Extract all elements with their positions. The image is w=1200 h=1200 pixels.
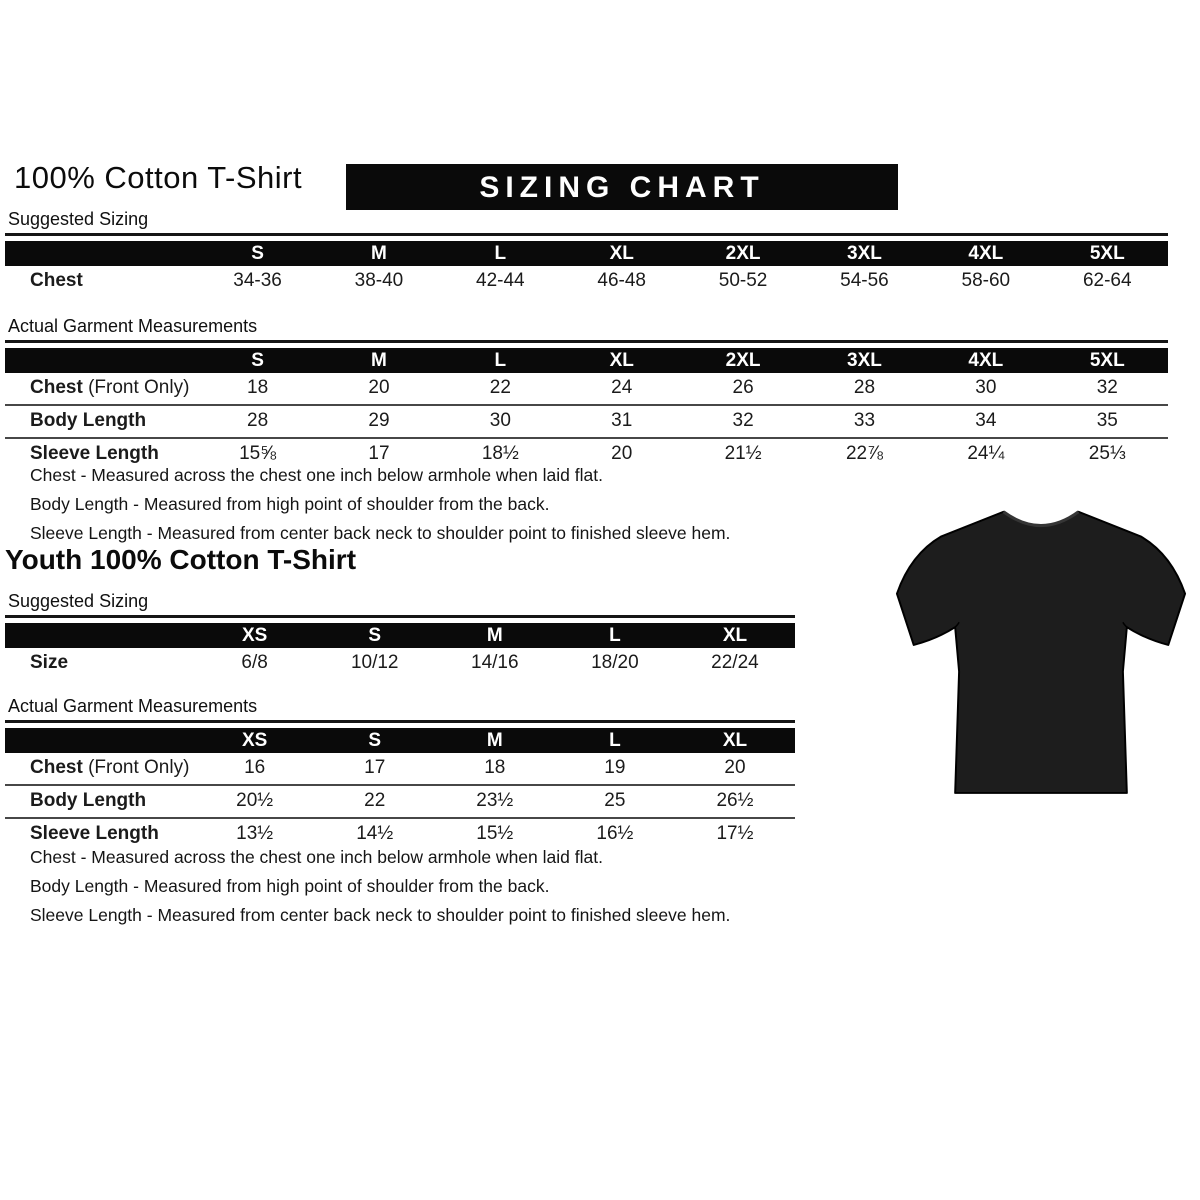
measurement-value: 21½: [682, 438, 803, 470]
row-label: Body Length: [5, 405, 197, 438]
size-column-header: XL: [561, 348, 682, 373]
measurement-value: 34: [925, 405, 1046, 438]
size-column-header: S: [315, 623, 435, 648]
measurement-value: 20½: [195, 785, 315, 818]
size-column-header: M: [318, 241, 439, 266]
youth-section-title: Youth 100% Cotton T-Shirt: [5, 544, 357, 575]
measurement-value: 29: [318, 405, 439, 438]
measurement-value: 18: [247, 377, 269, 398]
size-column-header: 2XL: [682, 348, 803, 373]
measurement-value: 15⅝: [197, 438, 318, 470]
measurement-value: 22⅞: [804, 438, 925, 470]
sizing-chart-banner-label: SIZING CHART: [479, 171, 765, 204]
measurement-value: 35: [1047, 405, 1168, 438]
measurement-value: 33: [804, 405, 925, 438]
measurement-value: 22/24: [711, 652, 759, 673]
size-column-header: XL: [675, 623, 795, 648]
measurement-value: 62-64: [1082, 270, 1132, 291]
youth-actual-measurements-section: [5, 696, 795, 850]
size-table: [5, 241, 1168, 297]
measurement-value: 54-56: [840, 270, 889, 291]
measurement-value: 14½: [315, 818, 435, 850]
black-tshirt-icon: [893, 478, 1189, 804]
measurement-value: 28: [197, 405, 318, 438]
row-label: Chest: [30, 270, 83, 291]
adult-measurement-notes: [30, 461, 850, 548]
measurement-value: 26: [732, 377, 754, 398]
youth-suggested-sizing-label: Suggested Sizing: [5, 591, 795, 618]
row-label-column-header: [5, 623, 195, 648]
row-label: Chest (Front Only): [30, 377, 190, 398]
measurement-value: 22: [489, 377, 511, 398]
measurement-value: 22: [315, 785, 435, 818]
size-column-header: 3XL: [804, 241, 925, 266]
size-column-header: 2XL: [682, 241, 803, 266]
measurement-row: [5, 785, 795, 818]
adult-suggested-sizing-table-slot: [5, 241, 1168, 297]
size-column-header: M: [435, 728, 555, 753]
size-column-header: 5XL: [1047, 348, 1168, 373]
measurement-value: 17: [318, 438, 439, 470]
size-column-header: M: [318, 348, 439, 373]
adult-suggested-sizing-section: [5, 209, 1168, 297]
page-title: 100% Cotton T-Shirt: [14, 160, 303, 195]
measurement-row: [5, 266, 1168, 297]
adult-suggested-sizing-label: Suggested Sizing: [5, 209, 1168, 236]
measurement-value: 14/16: [471, 652, 519, 673]
youth-actual-measurements-table-slot: [5, 728, 795, 850]
size-table: [5, 348, 1168, 470]
measurement-value: 28: [853, 377, 876, 398]
measurement-value: 18½: [440, 438, 561, 470]
note-line: Chest - Measured across the chest one inch below armhole when laid flat.: [30, 465, 603, 485]
measurement-value: 6/8: [241, 652, 268, 673]
measurement-value: 23½: [435, 785, 555, 818]
measurement-value: 24: [611, 377, 633, 398]
measurement-value: 15½: [435, 818, 555, 850]
measurement-value: 30: [975, 377, 997, 398]
row-label: Size: [30, 652, 69, 673]
black-tshirt-image: [893, 478, 1189, 804]
size-column-header: S: [315, 728, 435, 753]
size-column-header: L: [440, 241, 561, 266]
measurement-value: 10/12: [350, 652, 399, 673]
note-line: Body Length - Measured from high point of shoulder from the back.: [30, 494, 550, 514]
measurement-row: [5, 753, 795, 785]
youth-suggested-sizing-section: [5, 591, 795, 679]
measurement-value: 17½: [675, 818, 795, 850]
size-column-header: 3XL: [804, 348, 925, 373]
adult-actual-measurements-section: [5, 316, 1168, 470]
row-label: Chest (Front Only): [30, 757, 190, 778]
row-label-column-header: [5, 348, 197, 373]
sizing-chart-banner: [346, 164, 898, 210]
measurement-value: 25: [555, 785, 675, 818]
size-column-header: XS: [195, 623, 315, 648]
measurement-value: 38-40: [354, 270, 404, 291]
note-line: Body Length - Measured from high point of shoulder from the back.: [30, 876, 550, 896]
size-column-header: L: [555, 728, 675, 753]
size-table: [5, 623, 795, 679]
measurement-row: [5, 648, 795, 679]
size-column-header: 4XL: [925, 348, 1046, 373]
measurement-value: 32: [682, 405, 803, 438]
adult-actual-measurements-table-slot: [5, 348, 1168, 470]
size-column-header: S: [197, 348, 318, 373]
youth-measurement-notes: [30, 843, 850, 930]
measurement-value: 17: [364, 757, 386, 778]
youth-actual-measurements-label: Actual Garment Measurements: [5, 696, 795, 723]
measurement-value: 18/20: [591, 652, 639, 673]
row-label: Sleeve Length: [5, 438, 197, 470]
measurement-row: [5, 405, 1168, 438]
measurement-value: 50-52: [718, 270, 768, 291]
measurement-value: 16: [244, 757, 266, 778]
size-column-header: L: [440, 348, 561, 373]
measurement-value: 58-60: [961, 270, 1011, 291]
measurement-value: 20: [724, 757, 746, 778]
measurement-value: 26½: [675, 785, 795, 818]
size-column-header: 5XL: [1047, 241, 1168, 266]
note-line: Sleeve Length - Measured from center back neck to shoulder point to finished sleeve hem.: [30, 905, 731, 925]
adult-actual-measurements-label: Actual Garment Measurements: [5, 316, 1168, 343]
measurement-value: 25⅓: [1047, 438, 1168, 470]
measurement-value: 24¼: [925, 438, 1046, 470]
size-column-header: 4XL: [925, 241, 1046, 266]
row-label: Body Length: [5, 785, 195, 818]
measurement-value: 30: [440, 405, 561, 438]
size-column-header: XL: [675, 728, 795, 753]
size-column-header: S: [197, 241, 318, 266]
measurement-value: 19: [604, 757, 626, 778]
size-column-header: M: [435, 623, 555, 648]
youth-suggested-sizing-table-slot: [5, 623, 795, 679]
measurement-value: 42-44: [476, 270, 525, 291]
measurement-value: 18: [484, 757, 506, 778]
row-label: Sleeve Length: [5, 818, 195, 850]
measurement-value: 34-36: [233, 270, 282, 291]
measurement-value: 13½: [195, 818, 315, 850]
note-line: Chest - Measured across the chest one inch below armhole when laid flat.: [30, 847, 603, 867]
note-line: Sleeve Length - Measured from center back neck to shoulder point to finished sleeve hem.: [30, 523, 731, 543]
measurement-row: [5, 373, 1168, 405]
row-label-column-header: [5, 241, 197, 266]
size-column-header: XL: [561, 241, 682, 266]
measurement-value: 32: [1096, 377, 1118, 398]
measurement-value: 31: [561, 405, 682, 438]
measurement-value: 20: [561, 438, 682, 470]
measurement-value: 16½: [555, 818, 675, 850]
size-column-header: XS: [195, 728, 315, 753]
row-label-column-header: [5, 728, 195, 753]
size-column-header: L: [555, 623, 675, 648]
measurement-value: 20: [368, 377, 390, 398]
measurement-value: 46-48: [597, 270, 646, 291]
size-table: [5, 728, 795, 850]
